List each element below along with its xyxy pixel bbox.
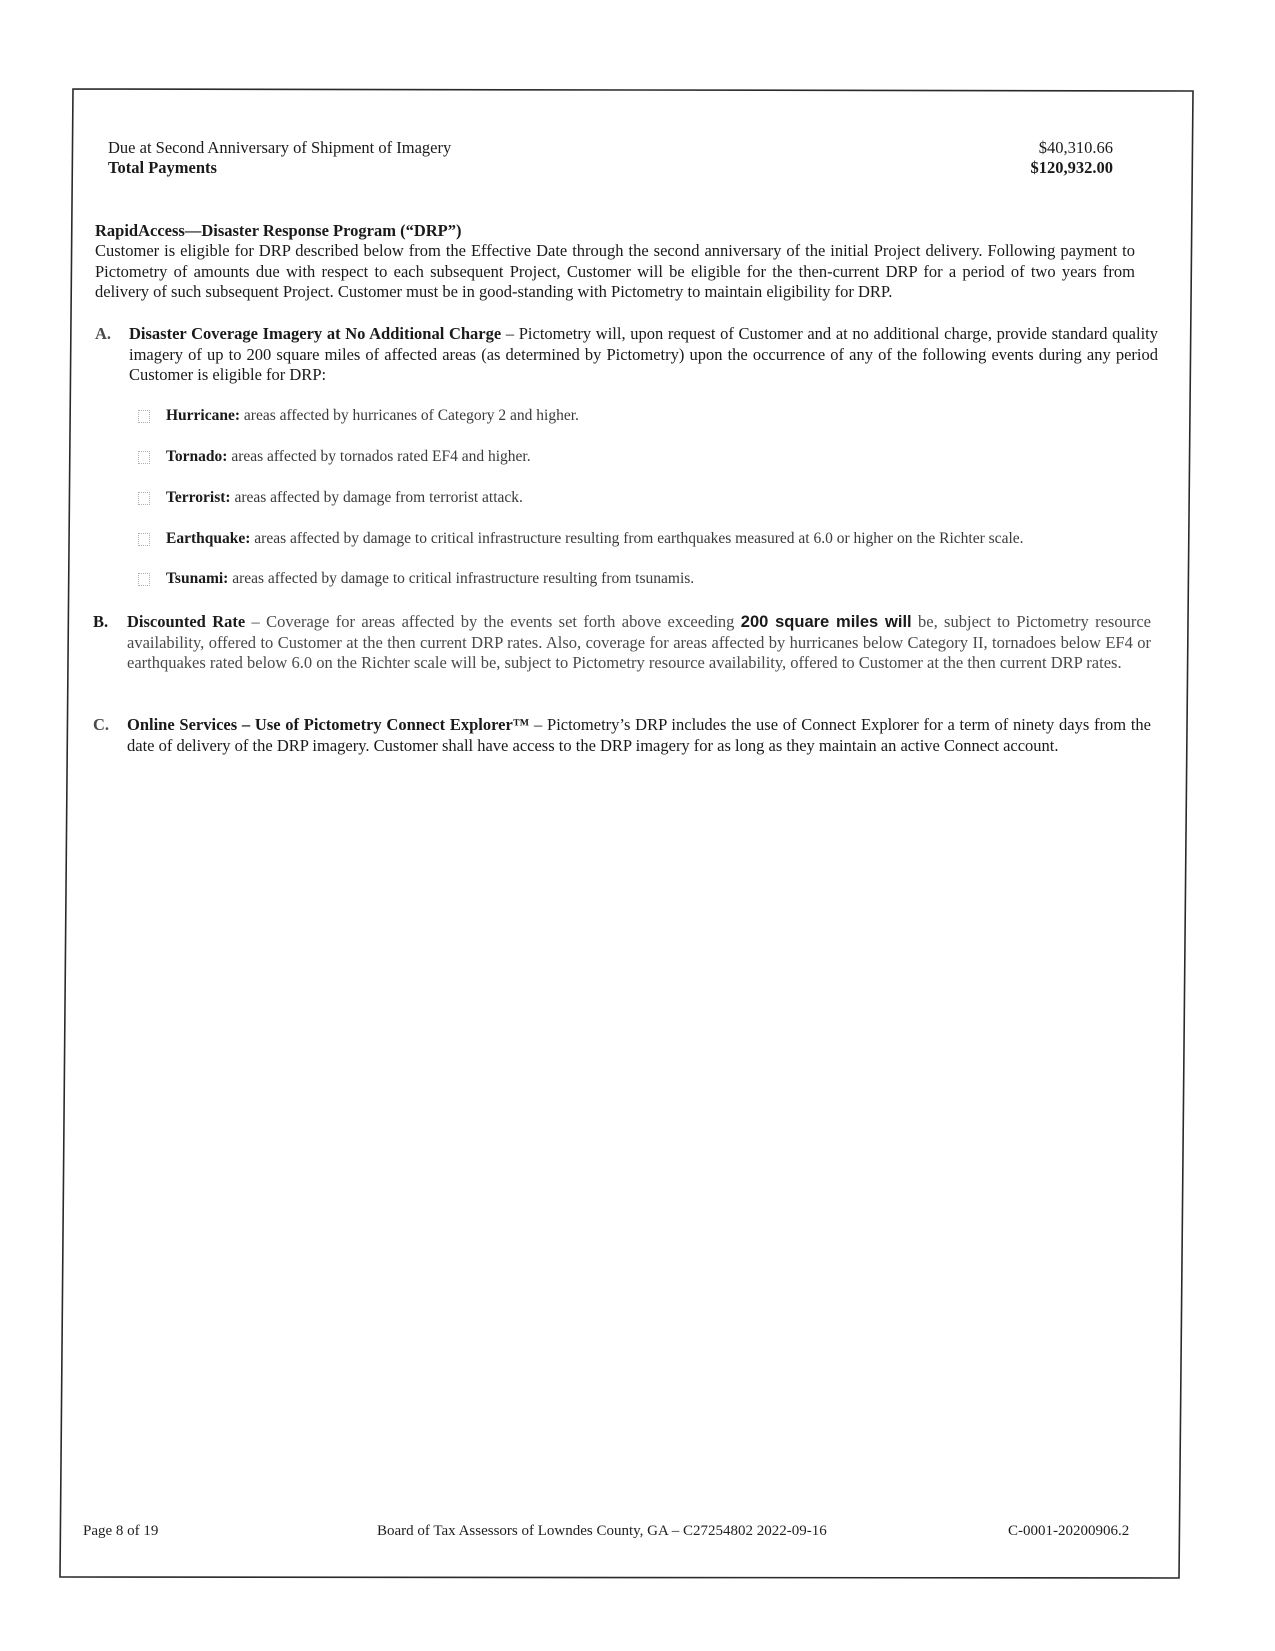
section-b	[93, 612, 1151, 697]
section-a-body: Disaster Coverage Imagery at No Additional Charge – Pictometry will, upon request of Customer and at no additional charge, provide standard quality imagery of up to 200 square miles of affected areas (as determined by Pictometry) upon the occurrence of any of the following events during any period Customer is eligible for DRP:	[129, 324, 1158, 384]
drp-intro-paragraph: Customer is eligible for DRP described below from the Effective Date through the second anniversary of the initial Project delivery. Following payment to Pictometry of amounts due with respect to each subsequent Project, Customer will be eligible for the then-current DRP for a period of two years from delivery of such subsequent Project. Customer must be in good-standing with Pictometry to maintain eligibility for DRP.	[95, 241, 1135, 301]
payment-amount: $40,310.66	[1038, 138, 1113, 157]
footer-center-text: Board of Tax Assessors of Lowndes County, GA – C27254802 2022-09-16	[377, 1523, 827, 1539]
checkbox-icon	[138, 492, 150, 505]
section-a	[95, 324, 1158, 389]
section-a-heading: Disaster Coverage Imagery at No Additional Charge	[129, 324, 502, 343]
section-a-text: Pictometry will, upon request of Customer and at no additional charge, provide standard quality imagery of up to 200 square miles of affected areas (as determined by Pictometry) upon the occurrence of any of the following events during any period Customer is eligible for DRP:	[129, 324, 1158, 384]
footer-page-number: Page 8 of 19	[83, 1523, 159, 1539]
section-c-text: Pictometry’s DRP includes the use of Connect Explorer for a term of ninety days from the date of delivery of the DRP imagery. Customer shall have access to the DRP imagery for as long as they maintain an active Connect account.	[127, 715, 1151, 755]
section-b-marker: B.	[93, 612, 109, 631]
section-c	[93, 715, 1151, 780]
section-a-marker: A.	[95, 324, 112, 343]
section-b-emphasis: 200 square miles will	[740, 613, 912, 631]
section-c-marker: C.	[93, 715, 110, 734]
section-b-heading: Discounted Rate	[127, 612, 246, 631]
footer-doc-id: C-0001-20200906.2	[1008, 1523, 1130, 1539]
checkbox-icon	[138, 451, 150, 464]
total-amount: $120,932.00	[1030, 158, 1113, 177]
section-c-body: Online Services – Use of Pictometry Connect Explorer™ – Pictometry’s DRP includes the use of Connect Explorer for a term of ninety days from the date of delivery of the DRP imagery. Customer shall have access to the DRP imagery for as long as they maintain an active Connect account.	[127, 715, 1151, 755]
drp-section-title: RapidAccess—Disaster Response Program (“DRP”)	[95, 221, 462, 240]
checkbox-icon	[138, 533, 150, 546]
checkbox-icon	[138, 410, 150, 423]
checkbox-icon	[138, 573, 150, 586]
section-b-body: Discounted Rate – Coverage for areas affected by the events set forth above exceeding 200 square miles will be, subject to Pictometry resource availability, offered to Customer at the then current DRP rates. Also, coverage for areas affected by hurricanes below Category II, tornadoes below EF4 or earthquakes rated below 6.0 on the Richter scale will be, subject to Pictometry resource availability, offered to Customer at the then current DRP rates.	[127, 612, 1151, 672]
payment-label: Due at Second Anniversary of Shipment of Imagery	[108, 138, 452, 157]
total-label: Total Payments	[108, 158, 217, 177]
section-c-heading: Online Services – Use of Pictometry Connect Explorer™	[127, 715, 530, 734]
